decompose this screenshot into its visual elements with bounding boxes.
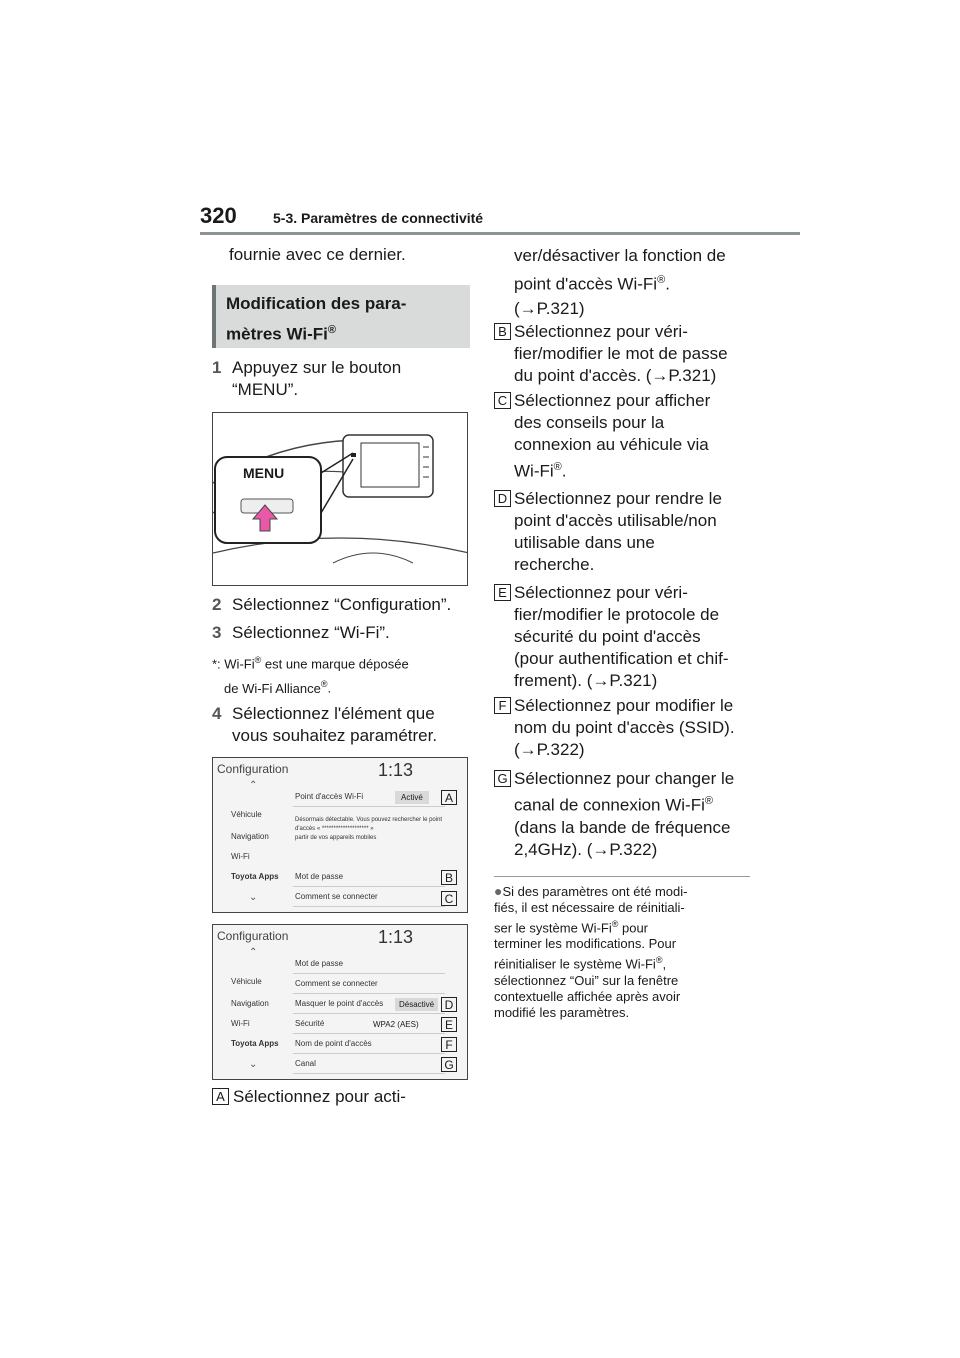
note-divider [494, 876, 750, 877]
intro-text: fournie avec ce dernier. [229, 245, 406, 264]
security-value: WPA2 (AES) [373, 1020, 419, 1029]
hotspot-toggle[interactable]: Activé [395, 791, 429, 804]
side-item-navigation[interactable]: Navigation [231, 832, 269, 841]
row-how-to-connect[interactable]: Comment se connecter [293, 888, 445, 907]
footnote: *: Wi-Fi® est une marque déposée de Wi-Fi Alliance®. [212, 655, 409, 696]
side-item-wifi[interactable]: Wi-Fi [231, 852, 250, 861]
callout-f: F [441, 1037, 457, 1052]
callout-c: C [441, 891, 457, 906]
label-b: B [494, 323, 511, 340]
scroll-down-icon[interactable]: ⌄ [249, 1059, 258, 1070]
side-item-navigation[interactable]: Navigation [231, 999, 269, 1008]
side-item-wifi[interactable]: Wi-Fi [231, 1019, 250, 1028]
dashboard-illustration [213, 413, 468, 586]
callout-a: A [441, 790, 457, 805]
screen-clock: 1:13 [378, 927, 414, 947]
row-wifi-hotspot[interactable]: Point d'accès Wi-Fi [293, 788, 445, 807]
item-e-text: Sélectionnez pour véri- fier/modifier le protocole de sécurité du point d'accès (pour authentification et chif- frement). (→P.321) [514, 583, 729, 690]
row-hide-hotspot[interactable]: Masquer le point d'accès [293, 995, 445, 1014]
scroll-up-icon[interactable]: ⌃ [249, 947, 258, 958]
page-number: 320 [200, 203, 237, 228]
item-f-text: Sélectionnez pour modifier le nom du point d'accès (SSID). (→P.322) [514, 696, 735, 759]
row-hotspot-name[interactable]: Nom de point d'accès [293, 1035, 445, 1054]
screen-title: Configuration [217, 929, 289, 943]
wifi-settings-screen-2 [212, 924, 468, 1080]
step-1: 1 Appuyez sur le bouton “MENU”. [212, 358, 402, 399]
item-g-text: Sélectionnez pour changer le canal de connexion Wi-Fi® (dans la bande de fréquence 2,4GHz). (→P.322) [514, 769, 735, 859]
note-block: ●Si des paramètres ont été modi- fiés, il est nécessaire de réinitiali- ser le système Wi-Fi® pour terminer les modifications. Pour réinitialiser le système Wi-Fi®, sélectionnez “Oui” sur la fenêtre contextuelle affichée après avoir modifié les paramètres. [494, 883, 688, 1020]
section-heading [212, 285, 470, 348]
step-2: 2 Sélectionnez “Configuration”. [212, 595, 452, 614]
dashboard-figure [212, 412, 468, 586]
bullet-icon: ● [494, 883, 503, 899]
hotspot-description: Désormais détectable. Vous pouvez rechercher le point d'accès « ******************** » partir de vos appareils mobiles [295, 817, 443, 841]
callout-d: D [441, 997, 457, 1012]
side-item-toyota-apps[interactable]: Toyota Apps [231, 872, 279, 881]
header-rule [200, 232, 800, 235]
row-channel[interactable]: Canal [293, 1055, 445, 1074]
side-item-toyota-apps[interactable]: Toyota Apps [231, 1039, 279, 1048]
side-item-vehicle[interactable]: Véhicule [231, 977, 262, 986]
screen-clock: 1:13 [378, 760, 414, 780]
row-password[interactable]: Mot de passe [293, 868, 445, 887]
menu-button-label: MENU [243, 465, 285, 481]
item-d-text: Sélectionnez pour rendre le point d'accès utilisable/non utilisable dans une recherche. [514, 489, 722, 574]
item-a-continued: ver/désactiver la fonction de point d'accès Wi-Fi®. (→P.321) [514, 246, 726, 318]
label-g: G [494, 770, 511, 787]
section-title-line2: mètres Wi-Fi® [226, 324, 336, 344]
chapter-title: 5-3. Paramètres de connectivité [273, 210, 484, 226]
row-security[interactable]: Sécurité [293, 1015, 445, 1034]
callout-e: E [441, 1017, 457, 1032]
item-c-text: Sélectionnez pour afficher des conseils pour la connexion au véhicule via Wi-Fi®. [514, 391, 711, 481]
label-f: F [494, 697, 511, 714]
label-e: E [494, 584, 511, 601]
screen-title: Configuration [217, 762, 289, 776]
callout-b: B [441, 870, 457, 885]
side-item-vehicle[interactable]: Véhicule [231, 810, 262, 819]
step-4: 4 Sélectionnez l'élément que vous souhaitez paramétrer. [212, 704, 438, 745]
row-how-to-connect[interactable]: Comment se connecter [293, 975, 445, 994]
row-password[interactable]: Mot de passe [293, 955, 445, 974]
step-3: 3 Sélectionnez “Wi-Fi”. [212, 623, 390, 642]
scroll-up-icon[interactable]: ⌃ [249, 780, 258, 791]
label-d: D [494, 490, 511, 507]
item-b-text: Sélectionnez pour véri- fier/modifier le mot de passe du point d'accès. (→P.321) [514, 322, 728, 385]
item-a-text: Sélectionnez pour acti- [233, 1087, 406, 1106]
label-a: A [212, 1088, 229, 1105]
scroll-down-icon[interactable]: ⌄ [249, 892, 258, 903]
hide-hotspot-toggle[interactable]: Désactivé [395, 998, 438, 1011]
section-title-line1: Modification des para- [226, 294, 407, 313]
callout-g: G [441, 1057, 457, 1072]
label-c: C [494, 392, 511, 409]
wifi-settings-screen-1 [212, 757, 468, 913]
